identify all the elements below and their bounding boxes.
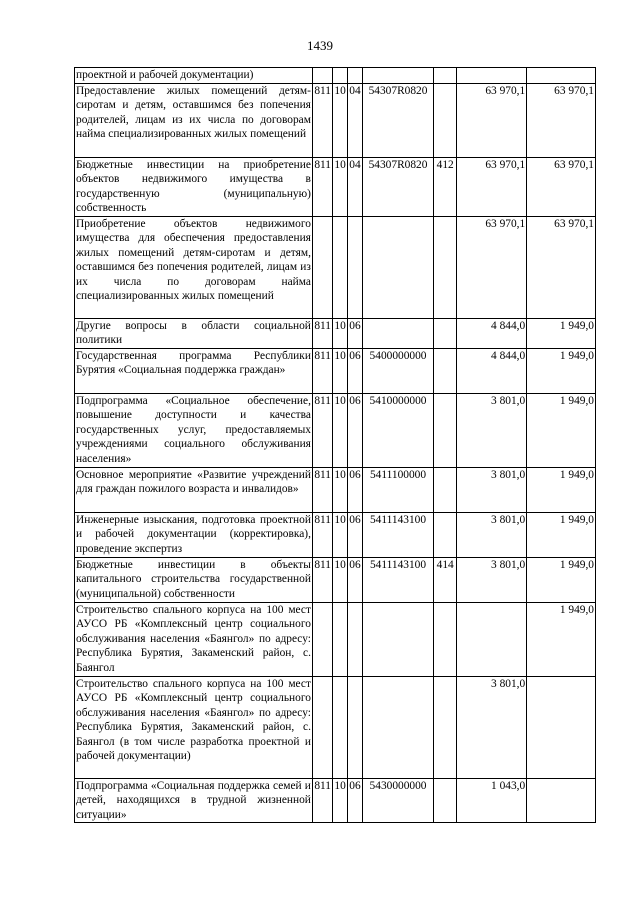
subsection-code: 06	[347, 557, 362, 602]
section-code	[333, 676, 347, 778]
target-article-code: 5411143100	[363, 557, 434, 602]
amount-year-1: 4 844,0	[457, 348, 527, 393]
row-name: Предоставление жилых помещений детям-сиротам и детям, оставшимся без попечения родителей, лицам из их числа по договорам найма специализированных жилых помещений	[75, 83, 313, 157]
table-row	[75, 393, 596, 467]
table-row	[75, 83, 596, 157]
row-name: Государственная программа Республики Бурятия «Социальная поддержка граждан»	[75, 348, 313, 393]
section-code	[333, 602, 347, 676]
section-code	[333, 68, 347, 84]
table-row	[75, 676, 596, 778]
row-name: Бюджетные инвестиции в объекты капитального строительства государственной (муниципальной) собственности	[75, 557, 313, 602]
amount-year-2	[527, 68, 596, 84]
ministry-code	[312, 216, 333, 318]
table-row	[75, 68, 596, 84]
amount-year-2: 1 949,0	[527, 512, 596, 557]
section-code: 10	[333, 512, 347, 557]
section-code: 10	[333, 157, 347, 216]
target-article-code	[363, 216, 434, 318]
subsection-code: 06	[347, 348, 362, 393]
section-code: 10	[333, 348, 347, 393]
expense-type-code	[433, 216, 457, 318]
target-article-code: 5400000000	[363, 348, 434, 393]
expense-type-code	[433, 348, 457, 393]
section-code	[333, 216, 347, 318]
row-name: Бюджетные инвестиции на приобретение объектов недвижимого имущества в государственную (муниципальную) собственность	[76, 158, 311, 214]
table-row	[75, 602, 596, 676]
target-article-code	[363, 602, 434, 676]
amount-year-2: 1 949,0	[527, 467, 596, 512]
target-article-code: 5430000000	[363, 778, 434, 823]
subsection-code: 06	[347, 318, 362, 348]
ministry-code: 811	[312, 393, 333, 467]
amount-year-1: 63 970,1	[457, 157, 527, 216]
table-row	[75, 157, 596, 216]
ministry-code: 811	[312, 467, 333, 512]
amount-year-1: 1 043,0	[457, 778, 527, 823]
expense-type-code	[433, 318, 457, 348]
expense-type-code	[433, 602, 457, 676]
ministry-code	[312, 68, 333, 84]
amount-year-1: 3 801,0	[457, 676, 527, 778]
subsection-code: 06	[347, 467, 362, 512]
table-row	[75, 467, 596, 512]
row-name: Приобретение объектов недвижимого имущества для обеспечения предоставления жилых помещений детям-сиротам и детям, оставшимся без попечения родителей, лицам из их числа по договорам найма специализированных жилых помещений	[75, 216, 313, 318]
amount-year-2: 63 970,1	[527, 83, 596, 157]
ministry-code: 811	[312, 157, 333, 216]
table-row	[75, 557, 596, 602]
row-name: Инженерные изыскания, подготовка проектной и рабочей документации (корректировка), проведение экспертиз	[75, 512, 313, 557]
target-article-code: 5411100000	[363, 467, 434, 512]
subsection-code	[347, 676, 362, 778]
amount-year-1: 3 801,0	[457, 393, 527, 467]
table-row	[75, 778, 596, 823]
row-name: Строительство спального корпуса на 100 мест АУСО РБ «Комплексный центр социального обслуживания населения «Баянгол» по адресу: Республика Бурятия, Закаменский район, с. Баянгол (в том числе разработка проектной и рабочей документации)	[75, 676, 313, 778]
row-name: Подпрограмма «Социальное обеспечение, повышение доступности и качества государственных услуг, предоставляемых учреждениями социального обслуживания населения»	[75, 393, 313, 467]
amount-year-2	[527, 778, 596, 823]
amount-year-2: 1 949,0	[527, 393, 596, 467]
expense-type-code: 414	[433, 557, 457, 602]
ministry-code: 811	[312, 512, 333, 557]
amount-year-1: 3 801,0	[457, 467, 527, 512]
row-name: Основное мероприятие «Развитие учреждений для граждан пожилого возраста и инвалидов»	[75, 467, 313, 512]
table-row	[75, 512, 596, 557]
expense-type-code	[433, 512, 457, 557]
amount-year-1	[457, 602, 527, 676]
target-article-code	[363, 68, 434, 84]
subsection-code: 06	[347, 393, 362, 467]
section-code: 10	[333, 318, 347, 348]
amount-year-1	[457, 68, 527, 84]
amount-year-2: 1 949,0	[527, 602, 596, 676]
row-name: проектной и рабочей документации)	[75, 68, 313, 84]
subsection-code	[347, 68, 362, 84]
expense-type-code	[433, 68, 457, 84]
budget-table	[74, 67, 596, 823]
amount-year-2: 1 949,0	[527, 557, 596, 602]
amount-year-2: 1 949,0	[527, 348, 596, 393]
amount-year-1: 3 801,0	[457, 557, 527, 602]
subsection-code: 04	[347, 157, 362, 216]
ministry-code: 811	[312, 318, 333, 348]
ministry-code: 811	[312, 348, 333, 393]
section-code: 10	[333, 557, 347, 602]
section-code: 10	[333, 393, 347, 467]
subsection-code	[347, 216, 362, 318]
amount-year-2: 63 970,1	[527, 216, 596, 318]
target-article-code: 5410000000	[363, 393, 434, 467]
target-article-code: 54307R0820	[363, 157, 434, 216]
amount-year-2	[527, 676, 596, 778]
expense-type-code	[433, 393, 457, 467]
row-name: Другие вопросы в области социальной политики	[76, 319, 311, 346]
ministry-code: 811	[312, 778, 333, 823]
subsection-code: 04	[347, 83, 362, 157]
amount-year-1: 63 970,1	[457, 83, 527, 157]
table-row	[75, 216, 596, 318]
target-article-code	[363, 318, 434, 348]
ministry-code: 811	[312, 557, 333, 602]
section-code: 10	[333, 778, 347, 823]
amount-year-2: 1 949,0	[527, 318, 596, 348]
expense-type-code	[433, 676, 457, 778]
target-article-code: 5411143100	[363, 512, 434, 557]
section-code: 10	[333, 467, 347, 512]
expense-type-code: 412	[433, 157, 457, 216]
amount-year-1: 4 844,0	[457, 318, 527, 348]
ministry-code	[312, 602, 333, 676]
ministry-code	[312, 676, 333, 778]
expense-type-code	[433, 778, 457, 823]
amount-year-1: 63 970,1	[457, 216, 527, 318]
target-article-code: 54307R0820	[363, 83, 434, 157]
page-number: 1439	[307, 38, 333, 53]
table-row	[75, 318, 596, 348]
amount-year-1: 3 801,0	[457, 512, 527, 557]
row-name: Подпрограмма «Социальная поддержка семей и детей, находящихся в трудной жизненной ситуации»	[76, 779, 311, 821]
subsection-code	[347, 602, 362, 676]
section-code: 10	[333, 83, 347, 157]
subsection-code: 06	[347, 512, 362, 557]
subsection-code: 06	[347, 778, 362, 823]
target-article-code	[363, 676, 434, 778]
ministry-code: 811	[312, 83, 333, 157]
expense-type-code	[433, 467, 457, 512]
amount-year-2: 63 970,1	[527, 157, 596, 216]
row-name: Строительство спального корпуса на 100 мест АУСО РБ «Комплексный центр социального обслуживания населения «Баянгол» по адресу: Республика Бурятия, Закаменский район, с. Баянгол	[75, 602, 313, 676]
table-row	[75, 348, 596, 393]
expense-type-code	[433, 83, 457, 157]
